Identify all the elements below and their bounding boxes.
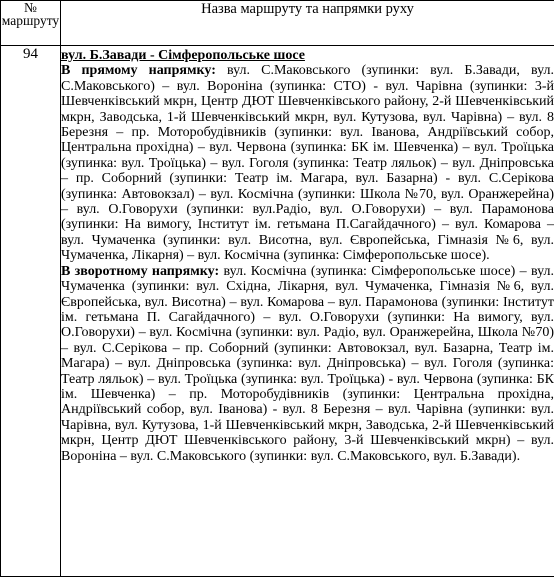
forward-direction-text: вул. С.Маковського (зупинки: вул. Б.Завади, вул. С.Маковського) – вул. Вороніна (зупинка: СТО) - вул. Чарівна (зупинки: 3-й Шевченківський мкрн, Центр ДЮТ Шевченківського району, 2-й Шевченківський мкрн, Заводська, 1-й Шевченківський мкрн, вул. Кутузова, вул. Чарівна) – вул. 8 Березня – пр. Моторобудівників (зупинки: вул. Іванова, Андріївський собор, Центральна прохідна) – вул. Червона (зупинка: БК ім. Шевченка) – вул. Троїцька (зупинка: вул. Троїцька) – вул. Гоголя (зупинка: Театр ляльок) – вул. Дніпровська – пр. Соборний (зупинки: Театр ім. Магара, вул. Базарна) - вул. С.Серікова (зупинка: Автовокзал) – вул. Космічна (зупинки: Школа №70, вул. Оранжерейна) – вул. О.Говорухи (зупинки: вул.Радіо, вул. О.Говорухи) – вул. Парамонова (зупинки: На вимогу, Інститут ім. гетьмана П.Сагайдачного) – вул. Комарова – вул. Чумаченка (зупинки: вул. Висотна, вул. Європейська, Гімназія №6, вул. Чумаченка, Лікарня) – вул. Космічна (зупинка: Сімферопольське шосе). <box>61 63 554 263</box>
route-number-header: № маршруту <box>1 1 61 46</box>
header-row <box>1 1 554 46</box>
reverse-direction <box>61 264 554 464</box>
forward-direction-label: В прямому напрямку: <box>61 63 216 78</box>
reverse-direction-text: вул. Космічна (зупинка: Сімферопольське шосе) – вул. Чумаченка (зупинки: вул. Східна, Лікарня, вул. Чумаченка, Гімназія №6, вул. Європейська, вул. Висотна) – вул. Комарова – вул. Парамонова (зупинки: Інститут ім. гетьмана П. Сагайдачного) – вул. О.Говорухи (зупинки: На вимогу, вул. О.Говорухи) – вул. Космічна (зупинки: вул. Радіо, вул. Оранжерейна, Школа №70) – вул. С.Серікова – пр. Соборний (зупинки: Автовокзал, вул. Базарна, Театр ім. Магара) – вул. Дніпровська (зупинка: вул. Дніпровська) – вул. Гоголя (зупинка: Театр ляльок) – вул. Троїцька (зупинка: вул. Троїцька) - вул. Червона (зупинка: БК ім. Шевченка) – пр. Моторобудівників (зупинки: Центральна прохідна, Андріївський собор, вул. Іванова) - вул. 8 Березня – вул. Чарівна (зупинки: вул. Чарівна, вул. Кутузова, 1-й Шевченківський мкрн, Заводська, 2-й Шевченківський мкрн, Центр ДЮТ Шевченківського району, 3-й Шевченківський мкрн) – вул. Вороніна – вул. С.Маковського (зупинки: вул. С.Маковського, вул. Б.Завади). <box>61 264 554 464</box>
table-row <box>1 46 554 577</box>
route-name-header: Назва маршруту та напрямки руху <box>61 1 554 46</box>
route-name: вул. Б.Завади - Сімферопольське шосе <box>61 48 554 63</box>
reverse-direction-label: В зворотному напрямку: <box>61 264 219 279</box>
route-description <box>61 46 554 577</box>
forward-direction <box>61 63 554 263</box>
route-number: 94 <box>1 46 61 577</box>
